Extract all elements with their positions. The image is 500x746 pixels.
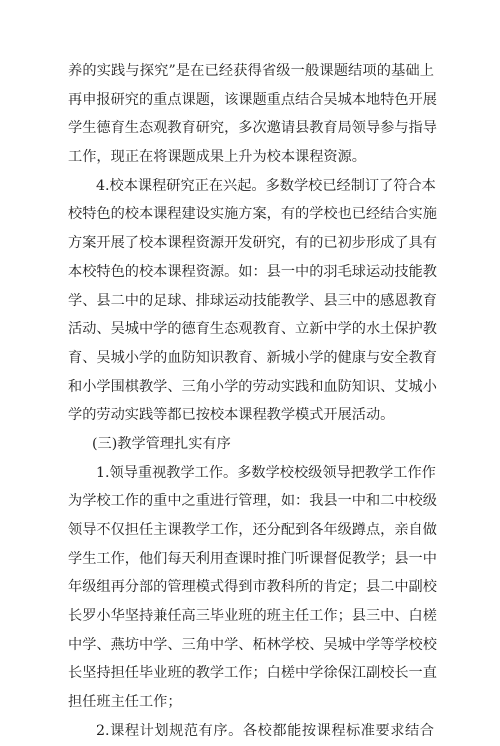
section-heading: (三)教学管理扎实有序 — [92, 435, 231, 452]
text-line: 中学、燕坊中学、三角中学、柘林学校、吴城中学等学校校 — [68, 636, 437, 653]
text-line: 学、县二中的足球、排球运动技能教学、县三中的感恩教育 — [68, 292, 437, 309]
text-line: 长罗小华坚持兼任高三毕业班的班主任工作；县三中、白槎 — [68, 608, 437, 625]
text-line: 担任班主任工作； — [68, 694, 182, 711]
text-line: 育、吴城小学的血防知识教育、新城小学的健康与安全教育 — [68, 349, 437, 366]
text-line: 养的实践与探究”是在已经获得省级一般课题结项的基础上 — [68, 63, 434, 79]
text-line: 为学校工作的重中之重进行管理，如：我县一中和二中校级 — [68, 493, 437, 510]
paragraph-first-line: 4.校本课程研究正在兴起。多数学校已经制订了符合本 — [96, 177, 436, 194]
document-body — [68, 57, 437, 746]
text-line: 再申报研究的重点课题，该课题重点结合吴城本地特色开展 — [68, 91, 437, 108]
text-line: 活动、吴城中学的德育生态观教育、立新中学的水土保护教 — [68, 321, 437, 338]
text-line: 学生德育生态观教育研究，多次邀请县教育局领导参与指导 — [68, 120, 437, 137]
text-line: 长坚持担任毕业班的教学工作；白槎中学徐保江副校长一直 — [68, 665, 437, 682]
paragraph-first-line: 1.领导重视教学工作。多数学校校级领导把教学工作作 — [96, 464, 436, 481]
text-line: 年级组再分部的管理模式得到市教科所的肯定；县二中副校 — [68, 579, 437, 596]
text-line: 工作，现正在将课题成果上升为校本课程资源。 — [68, 149, 366, 166]
text-line: 学的劳动实践等都已按校本课程教学模式开展活动。 — [68, 407, 395, 424]
text-line: 领导不仅担任主课教学工作，还分配到各年级蹲点，亲自做 — [68, 522, 437, 538]
text-line: 校特色的校本课程建设实施方案，有的学校也已经结合实施 — [68, 206, 437, 223]
text-line: 本校特色的校本课程资源。如：县一中的羽毛球运动技能教 — [68, 263, 437, 280]
text-line: 和小学围棋教学、三角小学的劳动实践和血防知识、艾城小 — [68, 378, 437, 395]
paragraph-first-line: 2.课程计划规范有序。各校都能按课程标准要求结合 — [96, 722, 434, 739]
text-line: 学生工作，他们每天利用查课时推门听课督促教学；县一中 — [68, 550, 437, 567]
text-line: 方案开展了校本课程资源开发研究，有的已初步形成了具有 — [68, 235, 437, 252]
